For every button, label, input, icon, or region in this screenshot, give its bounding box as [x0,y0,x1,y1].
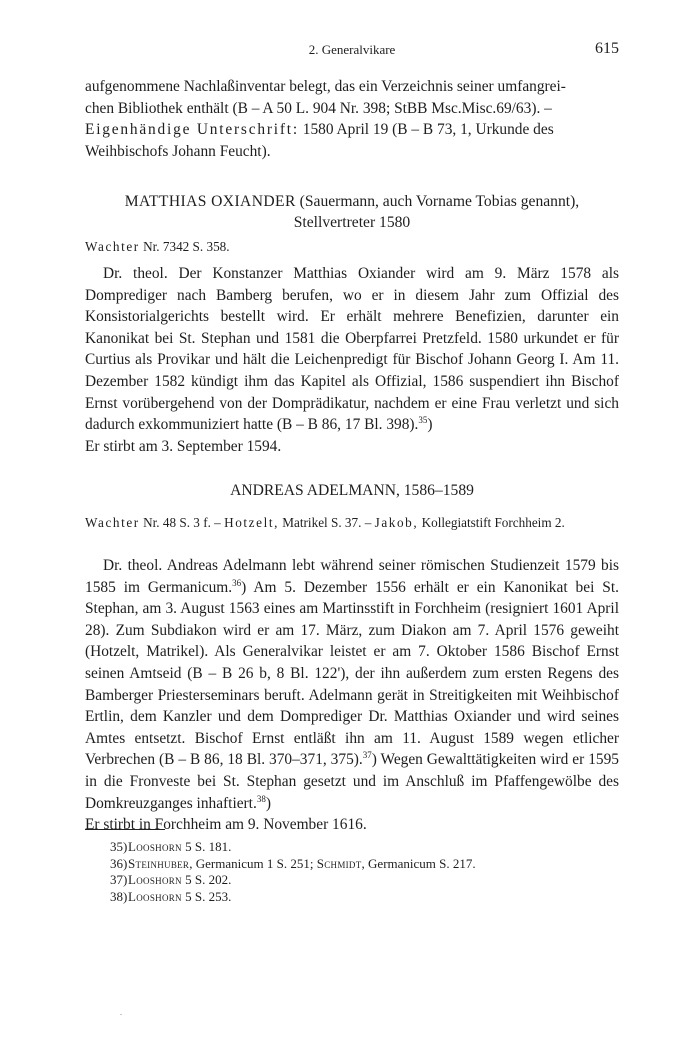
paragraph-text: Dr. theol. Der Konstanzer Matthias Oxiander wird am 9. März 1578 als Domprediger nach Bamberg berufen, wo er in diesem Jahr zum Offizial des Konsistorialgerichts bestellt wird. Er erhält mehrere Benefizien, darunter ein Kanonikat bei St. Stephan und 1581 die Oberpfarrei Pretzfeld. 1580 urkundet er für Curtius als Provikar und hält die Leichenpredigt für Bischof Johann Georg I. Am 11. Dezember 1582 kündigt ihm das Kapitel als Offizial, 1586 suspendiert ihn Bischof Ernst vorübergehend von der Domprädikatur, nachdem er eine Frau verletzt und sich dadurch exkommuniziert hatte (B – B 86, 17 Bl. 398). [85,265,619,434]
running-title: 2. Generalvikare [308,42,396,57]
adelmann-references [85,514,619,532]
footnote-author: Looshorn [128,888,182,904]
heading-qualifier: (Sauermann, auch Vorname Tobias genannt), [295,193,580,210]
spaced-term: Eigenhändige Unterschrift: [85,121,299,139]
adelmann-body [85,555,619,836]
footnote [110,889,610,906]
footnote-text: , Germanicum 1 S. 251; [189,855,317,871]
intro-paragraph [85,76,619,162]
intro-line: aufgenommene Nachlaßinventar belegt, das ein Verzeichnis seiner umfangrei- [85,78,566,95]
footnote-number: 36) [110,855,128,871]
footnote-number: 35) [110,839,128,854]
intro-line: Weihbischofs Johann Feucht). [85,142,271,160]
reference-line [85,238,619,256]
footnote-marker: 37 [362,750,372,761]
footnote-author: Looshorn [128,872,182,887]
footnote-text: 5 S. 181. [181,839,232,854]
footnote-author: Schmidt [316,855,362,871]
reference-author: Jakob, [374,515,419,530]
footnote-marker: 35 [418,415,428,426]
footnotes [110,839,610,905]
footnote-number: 38) [110,888,128,904]
body-paragraph: Er stirbt in Forchheim am 9. November 1616. [85,816,367,834]
footnote-text: 5 S. 253. [181,888,232,904]
reference-author: Wachter [85,239,140,254]
footnote-author: Steinhuber [128,855,190,871]
footnote-text: , Germanicum S. 217. [361,855,476,871]
paragraph-text: ) [427,416,433,434]
footnote-author: Looshorn [128,839,182,854]
reference-text: Matrikel S. 37. – [279,515,375,530]
paragraph-text: ) [265,794,271,812]
section-heading [85,191,619,212]
heading-office: Stellvertreter 1580 [293,214,411,231]
footnote-number: 37) [110,872,128,887]
paragraph-text: Dr. theol. Andreas Adelmann lebt während seiner römischen Studienzeit 1579 bis 1585 im Germanicum. [85,557,619,596]
footnote [110,856,610,873]
adelmann-heading [85,480,619,501]
footnote [110,839,610,856]
reference-text: Kollegiatstift Forchheim 2. [418,515,565,530]
footnote [110,872,610,889]
reference-line [85,514,619,532]
paragraph-text: ) Am 5. Dezember 1556 erhält er ein Kanonikat bei St. Stephan, am 3. August 1563 eines am Martinsstift in Forchheim (resigniert 1601 April 28). Zum Subdiakon wird er am 17. März, zum Diakon am 7. April 1576 geweiht (Hotzelt, Matrikel). Als Generalvikar leistet er am 7. Oktober 1586 Bischof Ernst seinen Amtseid (B – B 26 b, 8 Bl. 122'), der ihn außerdem zum ersten Regens des Bamberger Priesterseminars beruft. Adelmann gerät in Streitigkeiten mit Weihbischof Ertlin, dem Kanzler und dem Domprediger Dr. Matthias Oxiander und wird seines Amtes entsetzt. Bischof Ernst entläßt ihn am 11. August 1589 wegen etlicher Verbrechen (B – B 86, 18 Bl. 370–371, 375). [85,578,619,769]
intro-text: 1580 April 19 (B – B 73, 1, Urkunde des [298,121,554,139]
body-paragraph [85,263,619,436]
footnote-rule [85,829,165,830]
reference-text: Nr. 7342 S. 358. [139,239,230,254]
paragraph-text: ) Wegen Gewalttätigkeiten wird er 1595 in die Fronveste bei St. Stephan gesetzt und im Anschluß im Pfaffengewölbe des Domkreuzganges inhaftiert. [85,751,619,812]
oxiander-heading [85,191,619,233]
oxiander-body [85,263,619,457]
body-paragraph [85,555,619,814]
reference-author: Hotzelt, [224,515,279,530]
reference-author: Wachter [85,515,140,530]
person-name: MATTHIAS OXIANDER [124,193,296,210]
intro-line: chen Bibliothek enthält (B – A 50 L. 904 Nr. 398; StBB Msc.Misc.69/63). – [85,99,552,117]
section-heading: ANDREAS ADELMANN, 1586–1589 [230,482,474,499]
page-number: 615 [595,40,619,57]
intro-line [85,119,619,141]
scan-speck [120,1014,122,1015]
footnote-marker: 38 [256,793,266,804]
running-head [85,40,619,62]
oxiander-references [85,238,619,256]
body-paragraph: Er stirbt am 3. September 1594. [85,437,282,455]
footnote-marker: 36 [232,577,242,588]
footnote-text: 5 S. 202. [181,872,232,887]
reference-text: Nr. 48 S. 3 f. – [139,515,225,530]
